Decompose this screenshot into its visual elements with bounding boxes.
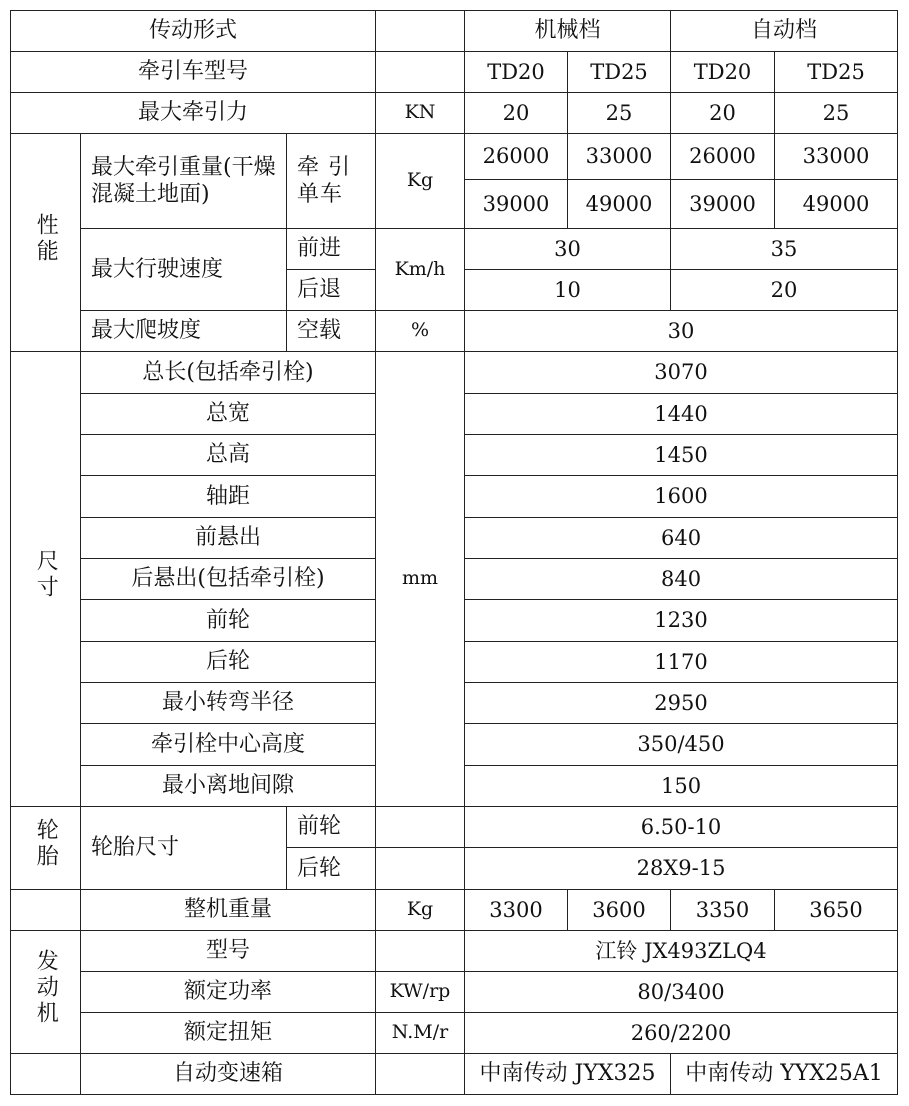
engine-model-label: 型号 xyxy=(81,931,376,972)
value-cell: 1440 xyxy=(465,394,898,435)
dimension-label: 后轮 xyxy=(81,642,376,683)
max-traction-label: 最大牵引力 xyxy=(11,93,376,134)
value-cell: 33000 xyxy=(775,134,898,180)
value-cell: 39000 xyxy=(671,180,775,229)
model-label: 牵引车型号 xyxy=(11,52,376,93)
engine-torque-row xyxy=(11,1013,898,1054)
tow-weight-unit: Kg xyxy=(376,134,465,229)
gearbox-label: 自动变速箱 xyxy=(81,1054,376,1095)
climb-unit: % xyxy=(376,311,465,352)
value-cell: 3300 xyxy=(465,890,568,931)
value-cell: 39000 xyxy=(465,180,568,229)
engine-torque-unit: N.M/r xyxy=(376,1013,465,1054)
empty-unit-cell xyxy=(376,848,465,890)
dimension-label: 总长(包括牵引栓) xyxy=(81,352,376,394)
value-cell: 1170 xyxy=(465,642,898,683)
value-cell: 1230 xyxy=(465,600,898,642)
empty-unit-cell xyxy=(376,931,465,972)
empty-unit-cell xyxy=(376,11,465,52)
value-cell: 25 xyxy=(568,93,671,134)
engine-power-row xyxy=(11,972,898,1013)
tow-weight-sub-label: 牵 引 单车 xyxy=(287,134,376,229)
header-row-model xyxy=(11,52,898,93)
speed-unit: Km/h xyxy=(376,229,465,311)
dimension-label: 后悬出(包括牵引栓) xyxy=(81,559,376,600)
value-cell: 20 xyxy=(671,93,775,134)
value-cell: 33000 xyxy=(568,134,671,180)
speed-label: 最大行驶速度 xyxy=(81,229,287,311)
empty-unit-cell xyxy=(376,807,465,848)
value-cell: 26000 xyxy=(465,134,568,180)
dimension-label: 前轮 xyxy=(81,600,376,642)
value-cell: 30 xyxy=(465,229,671,270)
tow-weight-row-1 xyxy=(11,134,898,180)
tires-section-label: 轮胎 xyxy=(11,807,81,890)
gearbox-auto-value: 中南传动 YYX25A1 xyxy=(671,1054,898,1095)
gearbox-row xyxy=(11,1054,898,1095)
value-cell: 80/3400 xyxy=(465,972,898,1013)
value-cell: 260/2200 xyxy=(465,1013,898,1054)
auto-label: 自动档 xyxy=(671,11,898,52)
forward-label: 前进 xyxy=(287,229,376,270)
value-cell: 3070 xyxy=(465,352,898,394)
empty-section-cell xyxy=(11,1054,81,1095)
tire-front-row xyxy=(11,807,898,848)
dimension-label: 牵引栓中心高度 xyxy=(81,724,376,766)
model-cell: TD25 xyxy=(568,52,671,93)
engine-section-label: 发动机 xyxy=(11,931,81,1054)
performance-section-label: 性能 xyxy=(11,134,81,352)
speed-forward-row xyxy=(11,229,898,270)
engine-torque-label: 额定扭矩 xyxy=(81,1013,376,1054)
drive-form-label: 传动形式 xyxy=(11,11,376,52)
value-cell: 150 xyxy=(465,766,898,807)
reverse-label: 后退 xyxy=(287,270,376,311)
climb-label: 最大爬坡度 xyxy=(81,311,287,352)
weight-row xyxy=(11,890,898,931)
value-cell: 26000 xyxy=(671,134,775,180)
engine-power-label: 额定功率 xyxy=(81,972,376,1013)
value-cell: 49000 xyxy=(568,180,671,229)
dimension-label: 最小转弯半径 xyxy=(81,683,376,724)
empty-unit-cell xyxy=(376,52,465,93)
value-cell: 3350 xyxy=(671,890,775,931)
value-cell: 3650 xyxy=(775,890,898,931)
tire-rear-label: 后轮 xyxy=(287,848,376,890)
value-cell: 20 xyxy=(671,270,898,311)
dimensions-section-label: 尺寸 xyxy=(11,352,81,807)
value-cell: 30 xyxy=(465,311,898,352)
value-cell: 20 xyxy=(465,93,568,134)
dimension-label: 轴距 xyxy=(81,476,376,518)
tire-front-label: 前轮 xyxy=(287,807,376,848)
value-cell: 2950 xyxy=(465,683,898,724)
value-cell: 28X9-15 xyxy=(465,848,898,890)
max-traction-row xyxy=(11,93,898,134)
value-cell: 江铃 JX493ZLQ4 xyxy=(465,931,898,972)
value-cell: 49000 xyxy=(775,180,898,229)
value-cell: 35 xyxy=(671,229,898,270)
value-cell: 3600 xyxy=(568,890,671,931)
dimension-label: 最小离地间隙 xyxy=(81,766,376,807)
model-cell: TD20 xyxy=(465,52,568,93)
tire-size-label: 轮胎尺寸 xyxy=(81,807,287,890)
value-cell: 6.50-10 xyxy=(465,807,898,848)
gearbox-manual-value: 中南传动 JYX325 xyxy=(465,1054,671,1095)
model-cell: TD25 xyxy=(775,52,898,93)
dimensions-unit: mm xyxy=(376,352,465,807)
climb-row xyxy=(11,311,898,352)
value-cell: 350/450 xyxy=(465,724,898,766)
dimension-row xyxy=(11,352,898,394)
tow-weight-label: 最大牵引重量(干燥混凝土地面) xyxy=(81,134,287,229)
value-cell: 10 xyxy=(465,270,671,311)
engine-model-row xyxy=(11,931,898,972)
dimension-label: 总宽 xyxy=(81,394,376,435)
model-cell: TD20 xyxy=(671,52,775,93)
weight-label: 整机重量 xyxy=(81,890,376,931)
dimension-label: 前悬出 xyxy=(81,518,376,559)
weight-unit: Kg xyxy=(376,890,465,931)
empty-section-cell xyxy=(11,890,81,931)
max-traction-unit: KN xyxy=(376,93,465,134)
spec-table xyxy=(10,10,898,1095)
value-cell: 640 xyxy=(465,518,898,559)
value-cell: 25 xyxy=(775,93,898,134)
dimension-label: 总高 xyxy=(81,435,376,476)
engine-power-unit: KW/rp xyxy=(376,972,465,1013)
manual-label: 机械档 xyxy=(465,11,671,52)
climb-condition: 空载 xyxy=(287,311,376,352)
empty-unit-cell xyxy=(376,1054,465,1095)
value-cell: 1600 xyxy=(465,476,898,518)
value-cell: 1450 xyxy=(465,435,898,476)
header-row-drive xyxy=(11,11,898,52)
value-cell: 840 xyxy=(465,559,898,600)
